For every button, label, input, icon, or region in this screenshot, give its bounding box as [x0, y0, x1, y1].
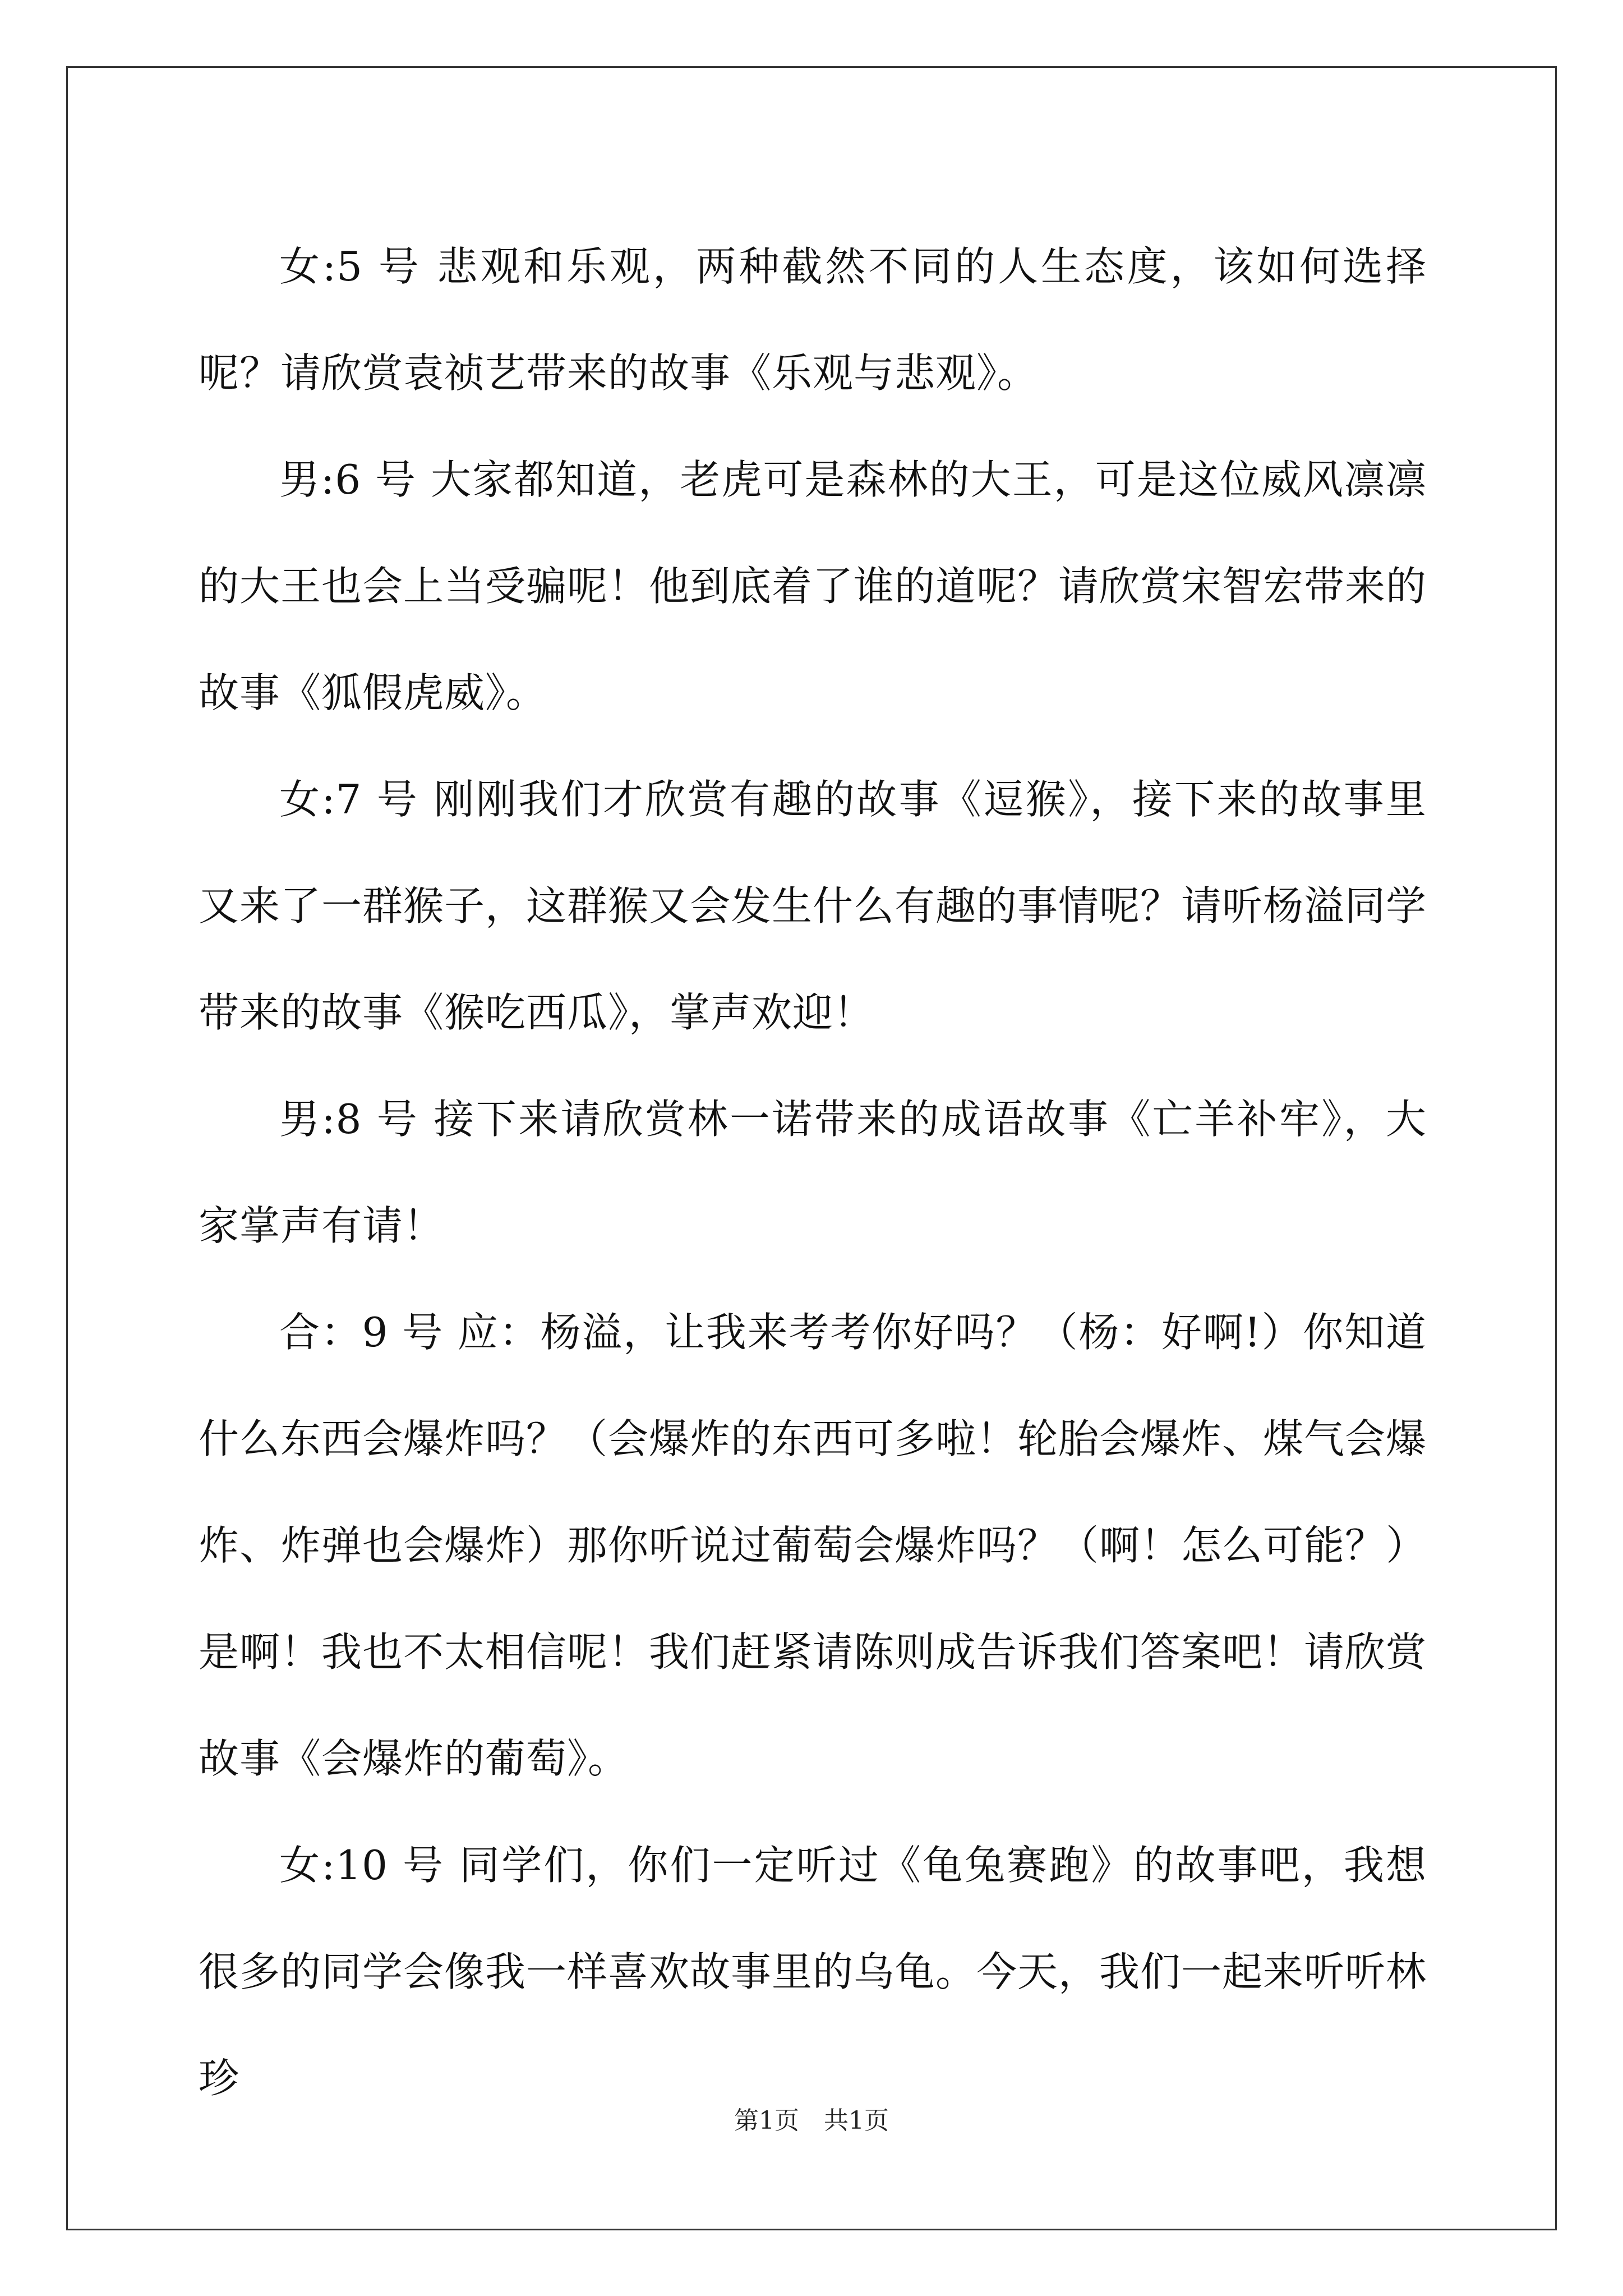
paragraph: 女:10 号 同学们，你们一定听过《龟兔赛跑》的故事吧，我想很多的同学会像我一样喜欢故事里的乌龟。今天，我们一起来听听林珍 — [199, 1842, 1427, 2102]
document-body — [199, 213, 1427, 2132]
paragraph: 男:8 号 接下来请欣赏林一诺带来的成语故事《亡羊补牢》，大家掌声有请！ — [199, 1096, 1427, 1249]
paragraph: 女:5 号 悲观和乐观，两种截然不同的人生态度，该如何选择呢？请欣赏袁祯艺带来的故事《乐观与悲观》。 — [199, 243, 1427, 397]
paragraph: 男:6 号 大家都知道，老虎可是森林的大王，可是这位威风凛凛的大王也会上当受骗呢！他到底着了谁的道呢？请欣赏宋智宏带来的故事《狐假虎威》。 — [199, 456, 1427, 716]
page-number: 第1页 — [734, 2106, 799, 2135]
page-footer — [0, 2100, 1623, 2136]
page-total: 共1页 — [824, 2106, 889, 2135]
paragraph: 合：9 号 应：杨溢，让我来考考你好吗？（杨：好啊!）你知道什么东西会爆炸吗？（会爆炸的东西可多啦！轮胎会爆炸、煤气会爆炸、炸弹也会爆炸）那你听说过葡萄会爆炸吗？（啊！怎么可能？）是啊！我也不太相信呢！我们赶紧请陈则成告诉我们答案吧！请欣赏故事《会爆炸的葡萄》。 — [199, 1309, 1427, 1782]
paragraph: 女:7 号 刚刚我们才欣赏有趣的故事《逗猴》，接下来的故事里又来了一群猴子，这群猴又会发生什么有趣的事情呢？请听杨溢同学带来的故事《猴吃西瓜》，掌声欢迎！ — [199, 776, 1427, 1036]
